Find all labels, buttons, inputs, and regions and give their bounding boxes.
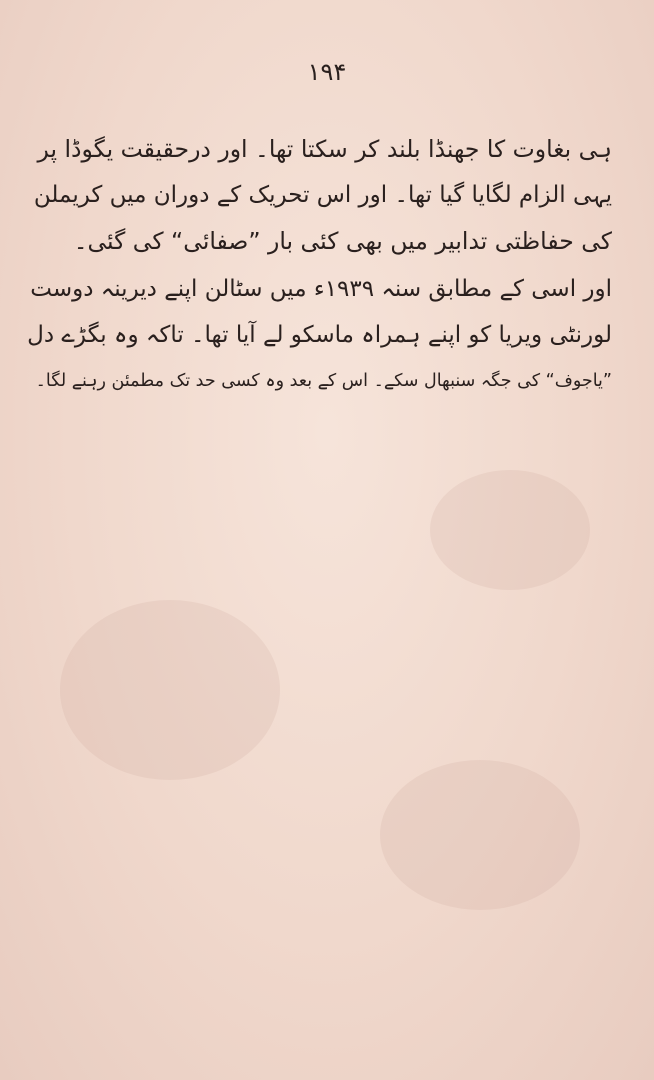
text-line: یہی الزام لگایا گیا تھا۔ اور اس تحریک کے دوران میں کریملن — [33, 182, 612, 208]
text-line: اور اسی کے مطابق سنہ ۱۹۳۹ء میں سٹالن اپنے دیرینہ دوست — [30, 276, 612, 302]
paper-stain — [60, 600, 280, 780]
paper-stain — [380, 760, 580, 910]
text-line: لورنٹی ویریا کو اپنے ہمراہ ماسکو لے آیا تھا۔ تاکہ وہ بگڑے دل — [27, 322, 612, 348]
text-line: ہی بغاوت کا جھنڈا بلند کر سکتا تھا۔ اور درحقیقت یگوڈا پر — [37, 135, 612, 163]
paper-stain — [430, 470, 590, 590]
body-text — [24, 126, 612, 406]
paragraph — [24, 126, 612, 264]
paragraph — [24, 266, 612, 404]
text-line: کی حفاظتی تدابیر میں بھی کئی بار ”صفائی“ کی گئی۔ — [73, 227, 612, 255]
text-line: ”یاجوف“ کی جگہ سنبھال سکے۔ اس کے بعد وہ کسی حد تک مطمئن رہنے لگا۔ — [35, 371, 612, 391]
page-number: ۱۹۴ — [307, 58, 347, 86]
